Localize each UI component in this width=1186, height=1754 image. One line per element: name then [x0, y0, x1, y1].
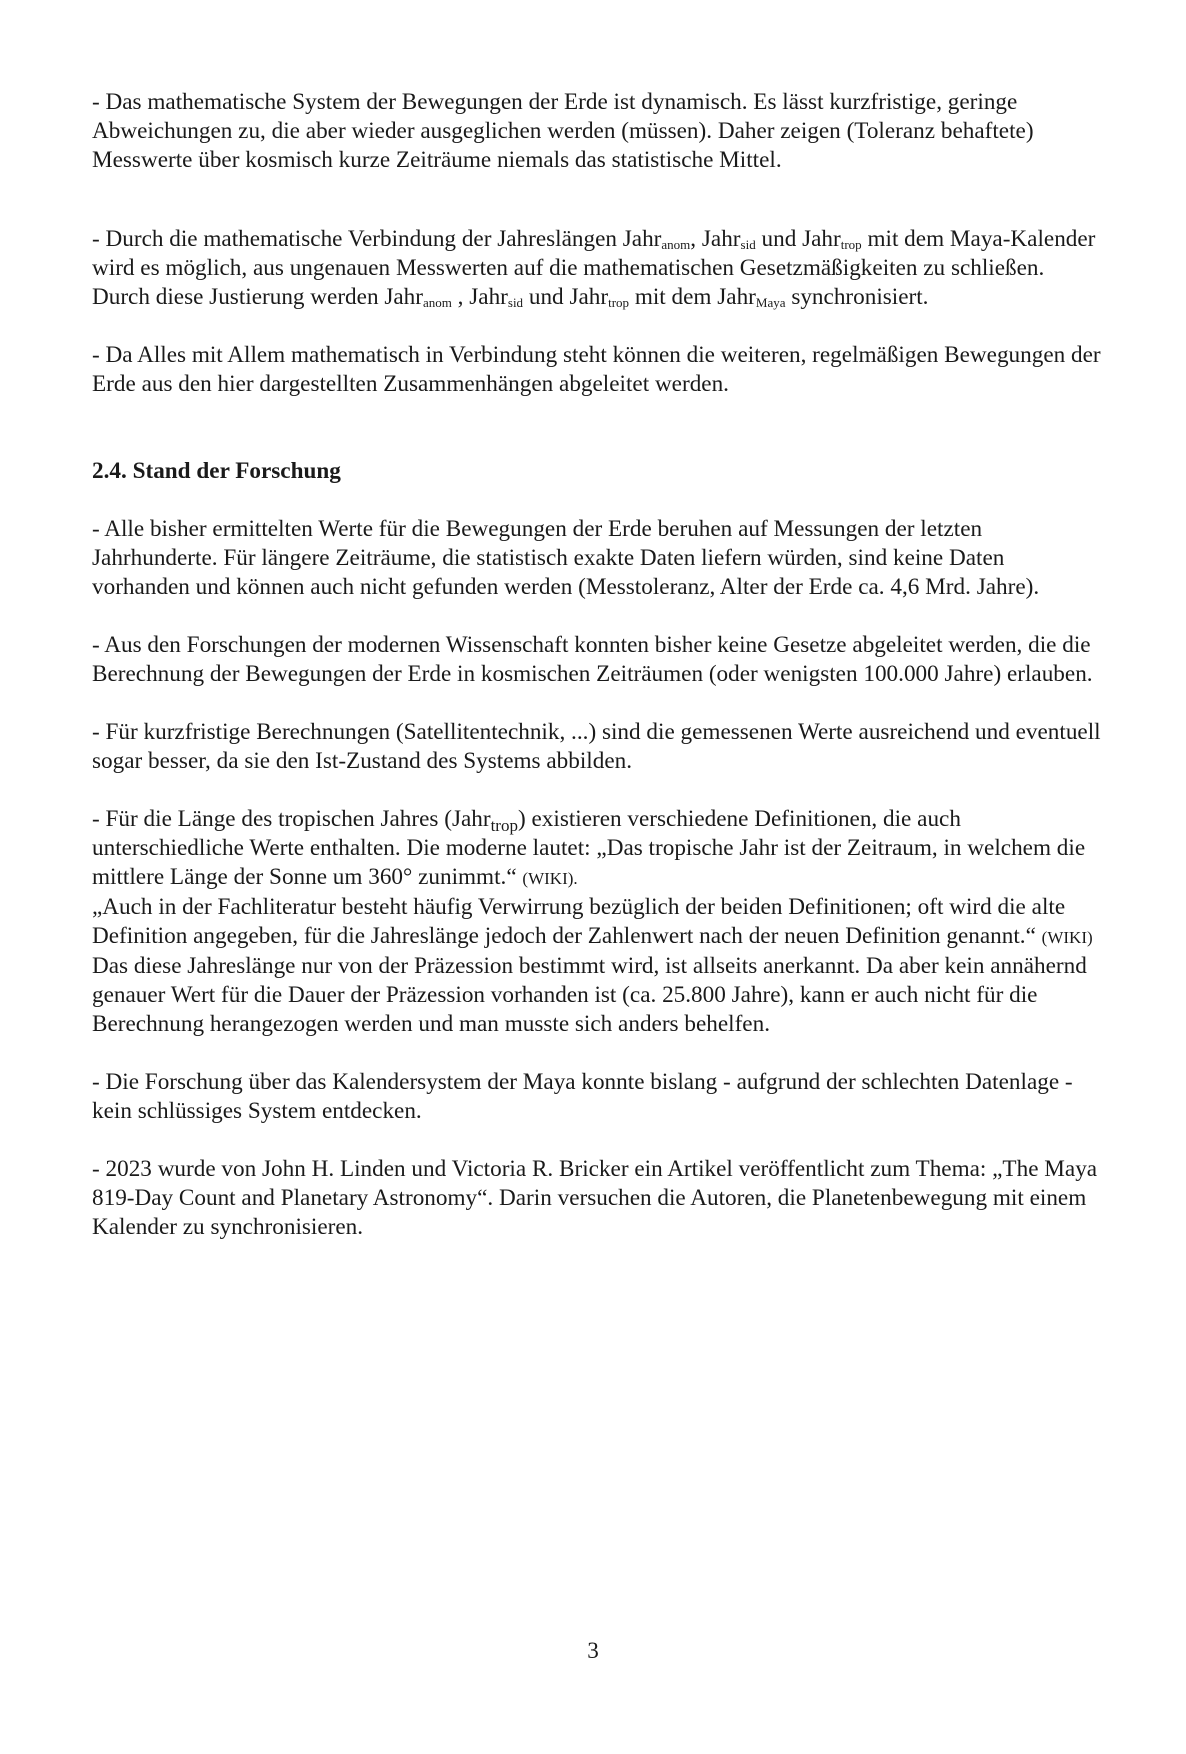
paragraph-measurement-values: - Alle bisher ermittelten Werte für die Bewegungen der Erde beruhen auf Messungen der letzten Jahrhunderte. Für längere Zeiträume, die statistisch exakte Daten liefern würden, sind keine Daten vorhanden und können auch nicht gefunden werden (Messtoleranz, Alter der Erde ca. 4,6 Mrd. Jahre). — [92, 516, 1040, 600]
source-citation: (WIKI). — [522, 869, 578, 888]
text-run: ) existieren verschiedene Definitionen, die auch unterschiedliche Werte enthalten. Die moderne lautet: „Das tropische Jahr ist der Zeitraum, in welchem die mittlere Länge der Sonne um 360° zunimmt.“ — [92, 806, 1086, 890]
text-run: mit dem Maya-Kalender wird es möglich, aus ungenauen Messwerten auf die mathematischen Gesetzmäßigkeiten zu schließen. Durch diese Justierung werden Jahr — [92, 226, 1096, 310]
subscript-anom: anom — [661, 237, 691, 252]
subscript-trop: trop — [840, 237, 862, 252]
text-run: , Jahr — [451, 284, 508, 310]
paragraph-maya-calendar-link — [92, 225, 1102, 312]
subscript-trop: trop — [608, 295, 630, 310]
paragraph-short-term-calculations: - Für kurzfristige Berechnungen (Satellitentechnik, ...) sind die gemessenen Werte ausreichend und eventuell sogar besser, da sie den Ist-Zustand des Systems abbilden. — [92, 719, 1101, 774]
subscript-maya: Maya — [755, 295, 786, 310]
section-heading: 2.4. Stand der Forschung — [92, 458, 341, 484]
text-run: - Durch die mathematische Verbindung der Jahreslängen Jahr — [92, 226, 662, 252]
text-run: synchronisiert. — [785, 284, 929, 310]
paragraph-linden-bricker-article: - 2023 wurde von John H. Linden und Victoria R. Bricker ein Artikel veröffentlicht zum Thema: „The Maya 819-Day Count and Planetary Astronomy“. Darin versuchen die Autoren, die Planetenbewegung mit einem Kalender zu synchronisieren. — [92, 1156, 1098, 1240]
subscript-sid: sid — [507, 295, 524, 310]
paragraph-tropical-year — [92, 805, 1102, 1039]
text-run: Das diese Jahreslänge nur von der Präzession bestimmt wird, ist allseits anerkannt. Da aber kein annähernd genauer Wert für die Dauer der Präzession vorhanden ist (ca. 25.800 Jahre), kann er auch nicht für die Berechnung herangezogen werden und man musste sich anders behelfen. — [92, 953, 1087, 1037]
text-run: , Jahr — [690, 226, 741, 252]
subscript-trop: trop — [490, 816, 518, 835]
subscript-anom: anom — [422, 295, 452, 310]
text-run: mit dem Jahr — [629, 284, 756, 310]
source-citation: (WIKI) — [1041, 928, 1093, 947]
text-run: und Jahr — [755, 226, 841, 252]
paragraph-everything-connected: - Da Alles mit Allem mathematisch in Verbindung steht können die weiteren, regelmäßigen Bewegungen der Erde aus den hier dargestellten Zusammenhängen abgeleitet werden. — [92, 342, 1101, 397]
text-run: „Auch in der Fachliteratur besteht häufig Verwirrung bezüglich der beiden Definitionen; oft wird die alte Definition angegeben, für die Jahreslänge jedoch der Zahlenwert nach der neuen Definition genannt.“ — [92, 894, 1066, 949]
text-run: - Für die Länge des tropischen Jahres (Jahr — [92, 806, 491, 832]
paragraph-maya-research: - Die Forschung über das Kalendersystem der Maya konnte bislang - aufgrund der schlechten Datenlage - kein schlüssiges System entdecken. — [92, 1069, 1073, 1124]
document-page — [92, 88, 1102, 1242]
subscript-sid: sid — [740, 237, 756, 252]
page-number: 3 — [587, 1638, 599, 1664]
text-run: und Jahr — [523, 284, 609, 310]
paragraph-modern-science: - Aus den Forschungen der modernen Wissenschaft konnten bisher keine Gesetze abgeleitet werden, die die Berechnung der Bewegungen der Erde in kosmischen Zeiträumen (oder wenigsten 100.000 Jahre) erlauben. — [92, 632, 1093, 687]
paragraph-dynamic-system: - Das mathematische System der Bewegungen der Erde ist dynamisch. Es lässt kurzfristige, geringe Abweichungen zu, die aber wieder ausgeglichen werden (müssen). Daher zeigen (Toleranz behaftete) Messwerte über kosmisch kurze Zeiträume niemals das statistische Mittel. — [92, 89, 1034, 173]
